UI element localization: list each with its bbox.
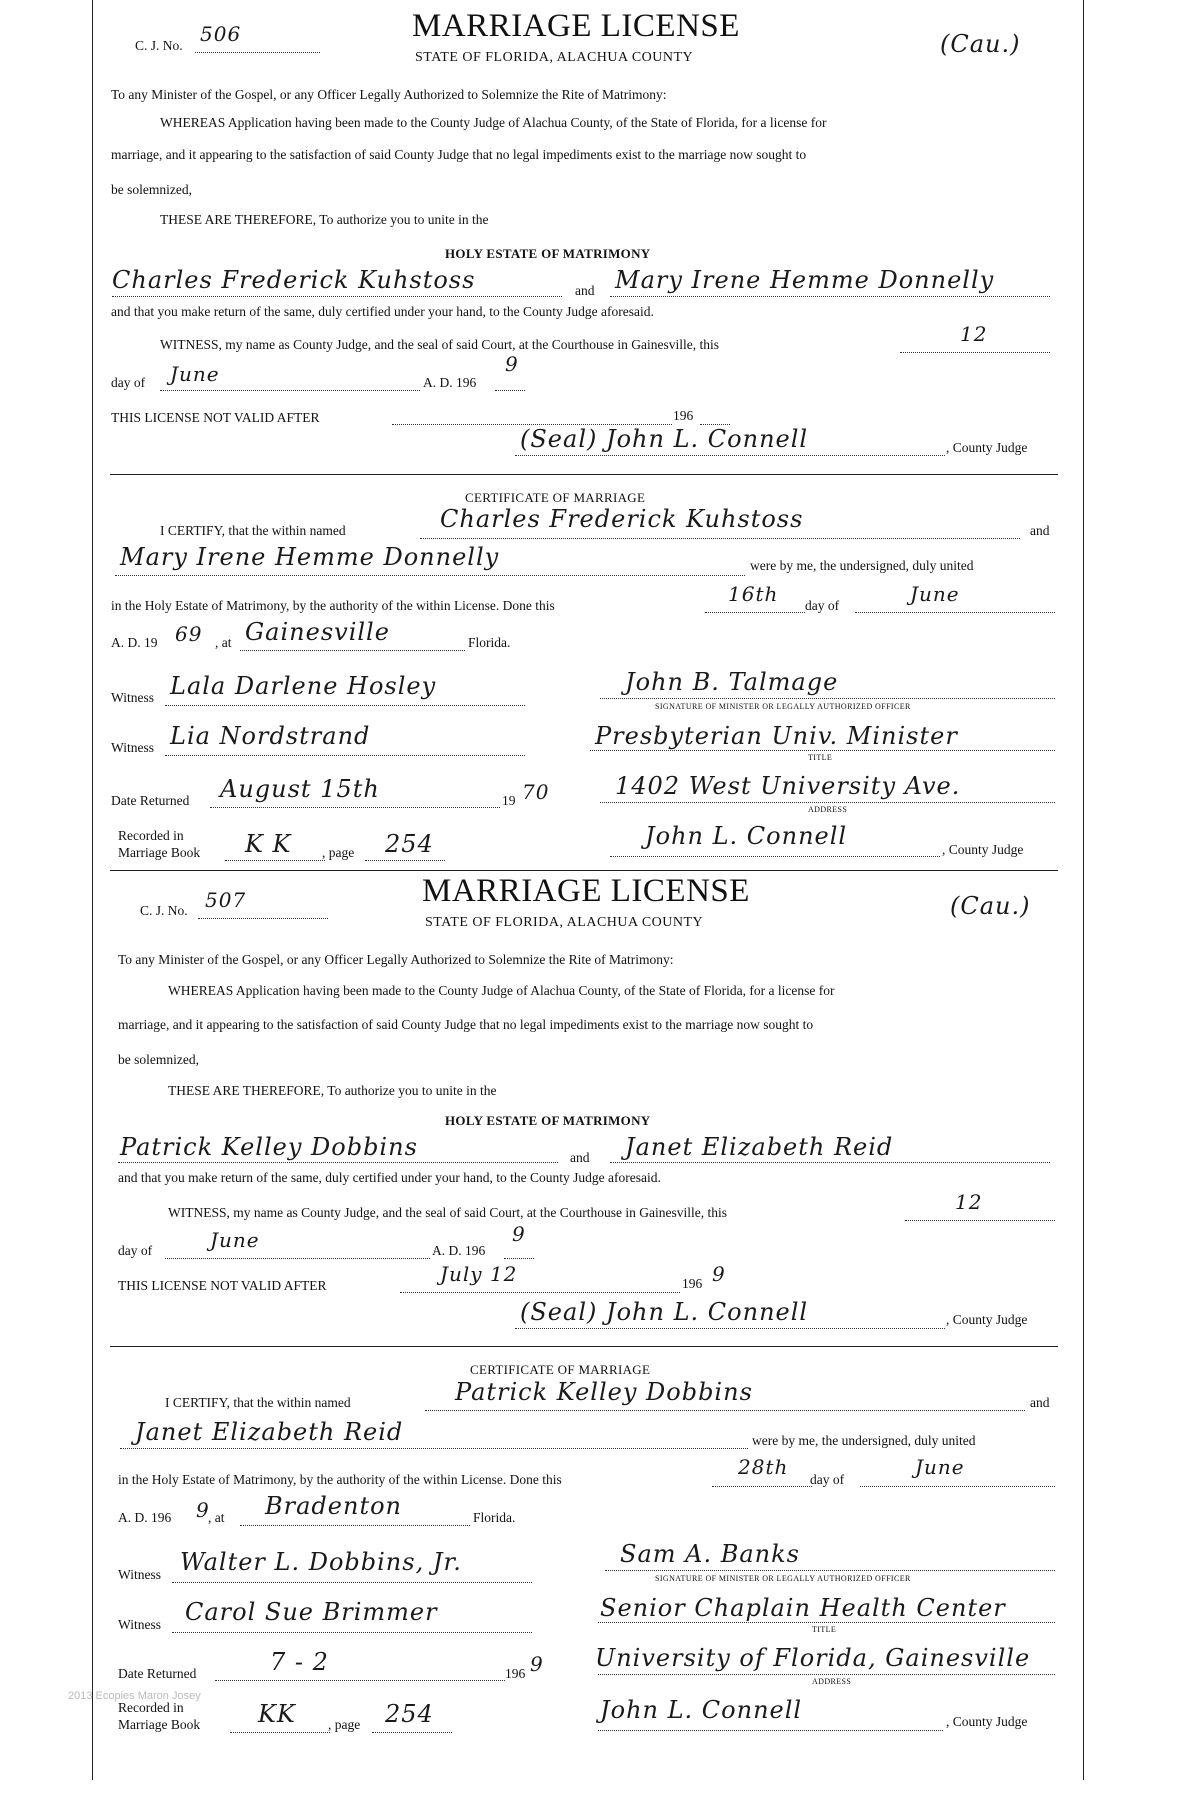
groom-name: Charles Frederick Kuhstoss xyxy=(112,266,476,294)
holy-estate-line: in the Holy Estate of Matrimony, by the authority of the within License. Done this xyxy=(118,1472,562,1487)
address-caption: ADDRESS xyxy=(808,805,848,814)
done-month: June xyxy=(910,582,960,606)
not-valid-year: 196 xyxy=(673,408,694,423)
date-returned-label: Date Returned xyxy=(118,1666,197,1681)
cert-groom-name: Charles Frederick Kuhstoss xyxy=(440,505,804,533)
date-returned-label: Date Returned xyxy=(111,793,190,808)
whereas-line-2: marriage, and it appearing to the satisfaction of said County Judge that no legal impediments exist to the marriage now sought to xyxy=(111,147,807,162)
florida-label: Florida. xyxy=(468,635,511,650)
therefore-line: THESE ARE THEREFORE, To authorize you to unite in the xyxy=(160,212,489,227)
marriage-book: KK xyxy=(258,1700,296,1728)
officiant-title: Presbyterian Univ. Minister xyxy=(595,722,958,750)
page-label: , page xyxy=(328,1717,361,1732)
ad-year: 69 xyxy=(175,622,203,646)
holy-estate-heading: HOLY ESTATE OF MATRIMONY xyxy=(445,246,651,261)
certificate-title: CERTIFICATE OF MARRIAGE xyxy=(470,1362,651,1377)
day-of-label: day of xyxy=(111,375,146,390)
cj-number: 507 xyxy=(205,888,247,912)
officiant-signature: Sam A. Banks xyxy=(620,1540,800,1568)
cj-number: 506 xyxy=(200,22,242,46)
witness-line: WITNESS, my name as County Judge, and the seal of said Court, at the Courthouse in Gainesville, this xyxy=(160,337,720,352)
ad-label: A. D. 196 xyxy=(423,375,477,390)
ad-year: 9 xyxy=(196,1498,210,1522)
date-returned: 7 - 2 xyxy=(270,1648,329,1676)
judge-signature: (Seal) John L. Connell xyxy=(520,425,809,453)
witness-1-label: Witness xyxy=(118,1567,161,1582)
address-line: To any Minister of the Gospel, or any Officer Legally Authorized to Solemnize the Rite of Matrimony: xyxy=(111,87,667,102)
cj-label: C. J. No. xyxy=(135,38,183,53)
officiant-title: Senior Chaplain Health Center xyxy=(600,1594,1006,1622)
cert-bride-name: Janet Elizabeth Reid xyxy=(135,1418,404,1446)
cert-groom-name: Patrick Kelley Dobbins xyxy=(455,1378,753,1406)
county-judge-label: , County Judge xyxy=(946,1312,1028,1327)
recorded-in-label: Recorded in xyxy=(118,1700,184,1715)
and-label: and xyxy=(1030,523,1050,538)
whereas-line-2: marriage, and it appearing to the satisfaction of said County Judge that no legal impediments exist to the marriage now sought to xyxy=(118,1017,814,1032)
officiant-signature: John B. Talmage xyxy=(625,668,839,696)
not-valid-date: July 12 xyxy=(440,1262,518,1286)
cau-note: (Cau.) xyxy=(950,892,1031,920)
not-valid-year: 196 xyxy=(682,1276,703,1291)
license-title: MARRIAGE LICENSE xyxy=(412,8,740,44)
holy-estate-line: in the Holy Estate of Matrimony, by the authority of the within License. Done this xyxy=(111,598,555,613)
and-label: and xyxy=(1030,1395,1050,1410)
day-of-label: day of xyxy=(118,1243,153,1258)
florida-label: Florida. xyxy=(473,1510,516,1525)
marriage-place: Bradenton xyxy=(265,1492,402,1520)
witness-day: 12 xyxy=(955,1190,983,1214)
license-title: MARRIAGE LICENSE xyxy=(422,873,750,909)
witness-2-label: Witness xyxy=(118,1617,161,1632)
ad-label: A. D. 19 xyxy=(111,635,158,650)
day-of-label: day of xyxy=(810,1472,845,1487)
certify-label: I CERTIFY, that the within named xyxy=(160,523,346,538)
county-judge-label: , County Judge xyxy=(942,842,1024,857)
and-label: and xyxy=(570,1150,590,1165)
were-by-me: were by me, the undersigned, duly united xyxy=(752,1433,976,1448)
license-month: June xyxy=(210,1228,260,1252)
done-day: 28th xyxy=(738,1455,789,1479)
witness-line: WITNESS, my name as County Judge, and the seal of said Court, at the Courthouse in Gainesville, this xyxy=(168,1205,728,1220)
therefore-line: THESE ARE THEREFORE, To authorize you to unite in the xyxy=(168,1083,497,1098)
license-subtitle: STATE OF FLORIDA, ALACHUA COUNTY xyxy=(415,50,694,65)
not-valid-label: THIS LICENSE NOT VALID AFTER xyxy=(118,1278,327,1293)
bride-name: Mary Irene Hemme Donnelly xyxy=(615,266,995,294)
county-judge-label: , County Judge xyxy=(946,440,1028,455)
whereas-line-1: WHEREAS Application having been made to the County Judge of Alachua County, of the State of Florida, for a license for xyxy=(168,983,835,998)
at-label: , at xyxy=(208,1510,225,1525)
page-number: 254 xyxy=(385,830,434,858)
marriage-place: Gainesville xyxy=(245,618,390,646)
witness-2-name: Lia Nordstrand xyxy=(170,722,371,750)
witness-day: 12 xyxy=(960,322,988,346)
county-judge-label: , County Judge xyxy=(946,1714,1028,1729)
officiant-caption: SIGNATURE OF MINISTER OR LEGALLY AUTHORIZED OFFICER xyxy=(655,1574,911,1583)
page-number: 254 xyxy=(385,1700,434,1728)
returned-year: 196 xyxy=(505,1666,526,1681)
license-year-digit: 9 xyxy=(512,1222,526,1246)
license-month: June xyxy=(170,362,220,386)
watermark: 2013 Ecopies Maron Josey xyxy=(68,1690,201,1702)
witness-2-label: Witness xyxy=(111,740,154,755)
certify-label: I CERTIFY, that the within named xyxy=(165,1395,351,1410)
recorded-in-label: Recorded in xyxy=(118,828,184,843)
ad-label: A. D. 196 xyxy=(432,1243,486,1258)
title-caption: TITLE xyxy=(812,1625,837,1634)
holy-estate-heading: HOLY ESTATE OF MATRIMONY xyxy=(445,1113,651,1128)
witness-2-name: Carol Sue Brimmer xyxy=(185,1598,438,1626)
return-line: and that you make return of the same, duly certified under your hand, to the County Judge aforesaid. xyxy=(111,304,654,319)
whereas-line-3: be solemnized, xyxy=(111,182,192,197)
address-line: To any Minister of the Gospel, or any Officer Legally Authorized to Solemnize the Rite of Matrimony: xyxy=(118,952,674,967)
returned-year-digits: 70 xyxy=(522,780,550,804)
judge-signature: (Seal) John L. Connell xyxy=(520,1298,809,1326)
groom-name: Patrick Kelley Dobbins xyxy=(120,1133,418,1161)
officiant-address: University of Florida, Gainesville xyxy=(595,1644,1031,1672)
marriage-book-label: Marriage Book xyxy=(118,1717,201,1732)
return-line: and that you make return of the same, duly certified under your hand, to the County Judge aforesaid. xyxy=(118,1170,661,1185)
returned-year: 19 xyxy=(502,793,516,808)
whereas-line-1: WHEREAS Application having been made to the County Judge of Alachua County, of the State of Florida, for a license for xyxy=(160,115,827,130)
day-of-label: day of xyxy=(805,598,840,613)
certificate-title: CERTIFICATE OF MARRIAGE xyxy=(465,490,646,505)
done-day: 16th xyxy=(728,582,779,606)
ad-label: A. D. 196 xyxy=(118,1510,172,1525)
cert-bride-name: Mary Irene Hemme Donnelly xyxy=(120,543,500,571)
were-by-me: were by me, the undersigned, duly united xyxy=(750,558,974,573)
date-returned: August 15th xyxy=(220,775,380,803)
license-subtitle: STATE OF FLORIDA, ALACHUA COUNTY xyxy=(425,915,704,930)
not-valid-year-digit: 9 xyxy=(712,1262,726,1286)
officiant-caption: SIGNATURE OF MINISTER OR LEGALLY AUTHORIZED OFFICER xyxy=(655,702,911,711)
officiant-address: 1402 West University Ave. xyxy=(615,772,961,800)
cj-label: C. J. No. xyxy=(140,903,188,918)
license-year-digit: 9 xyxy=(505,352,519,376)
page-label: , page xyxy=(322,845,355,860)
and-label: and xyxy=(575,283,595,298)
returned-year-digits: 9 xyxy=(530,1652,544,1676)
witness-1-label: Witness xyxy=(111,690,154,705)
witness-1-name: Walter L. Dobbins, Jr. xyxy=(180,1548,462,1576)
title-caption: TITLE xyxy=(808,753,833,762)
at-label: , at xyxy=(215,635,232,650)
marriage-book: K K xyxy=(245,830,292,858)
whereas-line-3: be solemnized, xyxy=(118,1052,199,1067)
address-caption: ADDRESS xyxy=(812,1677,852,1686)
cert-judge-signature: John L. Connell xyxy=(600,1696,803,1724)
not-valid-label: THIS LICENSE NOT VALID AFTER xyxy=(111,410,320,425)
witness-1-name: Lala Darlene Hosley xyxy=(170,672,437,700)
bride-name: Janet Elizabeth Reid xyxy=(625,1133,894,1161)
marriage-book-label: Marriage Book xyxy=(118,845,201,860)
cau-note: (Cau.) xyxy=(940,30,1021,58)
cert-judge-signature: John L. Connell xyxy=(645,822,848,850)
done-month: June xyxy=(915,1455,965,1479)
